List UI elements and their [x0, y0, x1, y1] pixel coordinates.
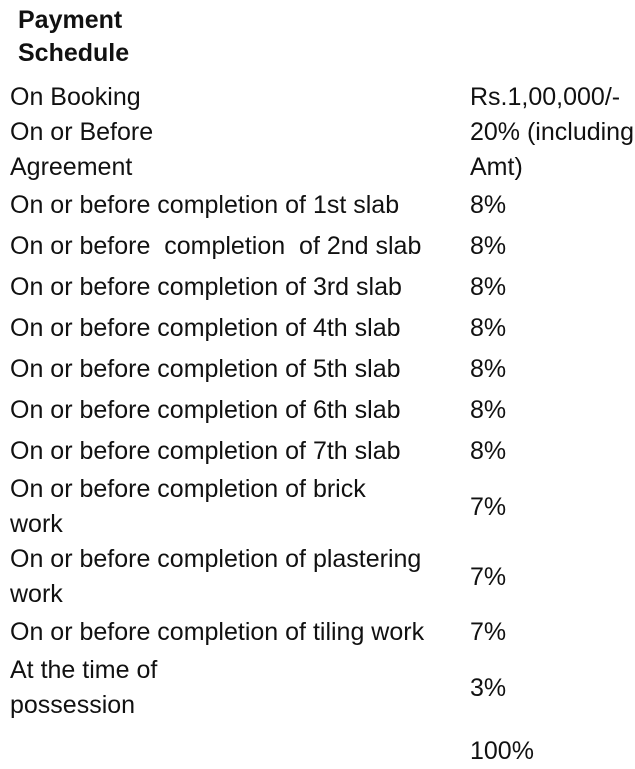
schedule-row-slab-7: [10, 431, 635, 472]
row-value: 8%: [470, 232, 507, 260]
row-label-line-1: At the time of: [10, 656, 158, 684]
row-value: 8%: [470, 314, 507, 342]
schedule-row-tiling-work: [10, 612, 635, 653]
schedule-row-booking: [10, 80, 635, 115]
row-label-line-1: On or Before: [10, 118, 154, 146]
total-value: 100%: [470, 737, 534, 765]
row-value-line-1: 20% (including: [470, 118, 634, 146]
row-label-line-2: work: [10, 580, 63, 608]
schedule-row-plastering-work: [10, 542, 635, 612]
schedule-row-total: [10, 723, 635, 769]
schedule-row-slab-6: [10, 390, 635, 431]
payment-schedule-table: [10, 80, 635, 769]
row-value: 3%: [470, 673, 507, 702]
row-value: 8%: [470, 437, 507, 465]
row-value: [470, 115, 635, 185]
row-value: 7%: [470, 618, 507, 646]
row-label-line-1: On or before completion of plastering: [10, 545, 422, 573]
row-label-line-2: possession: [10, 691, 136, 719]
row-label: [10, 653, 470, 723]
schedule-row-slab-2: [10, 226, 635, 267]
schedule-row-agreement: [10, 115, 635, 185]
row-label: On or before completion of 1st slab: [10, 191, 400, 219]
schedule-row-brick-work: [10, 472, 635, 542]
title-line-2: Schedule: [18, 39, 130, 67]
row-label: On or before completion of tiling work: [10, 618, 425, 646]
row-value-line-2: Amt): [470, 153, 523, 181]
row-label: On or before completion of 4th slab: [10, 314, 401, 342]
row-label-line-1: On or before completion of brick: [10, 475, 366, 503]
row-label-line-2: Agreement: [10, 153, 133, 181]
row-label: [10, 115, 470, 185]
row-value: 7%: [470, 492, 507, 521]
row-label: [10, 472, 470, 542]
row-value: 7%: [470, 562, 507, 591]
row-value: 8%: [470, 355, 507, 383]
row-label-line-2: work: [10, 510, 63, 538]
schedule-row-slab-5: [10, 349, 635, 390]
title-line-1: Payment: [18, 6, 123, 34]
row-value: 8%: [470, 396, 507, 424]
row-value: 8%: [470, 191, 507, 219]
row-label: On or before completion of 2nd slab: [10, 232, 422, 260]
schedule-row-slab-1: [10, 185, 635, 226]
row-label: On or before completion of 7th slab: [10, 437, 401, 465]
page-title: [18, 4, 218, 70]
row-label: [10, 542, 470, 612]
row-label: On or before completion of 6th slab: [10, 396, 401, 424]
row-label: On or before completion of 3rd slab: [10, 273, 402, 301]
schedule-row-slab-4: [10, 308, 635, 349]
row-label: On or before completion of 5th slab: [10, 355, 401, 383]
row-value: Rs.1,00,000/-: [470, 83, 621, 111]
schedule-row-possession: [10, 653, 635, 723]
row-value: 8%: [470, 273, 507, 301]
row-label: On Booking: [10, 83, 141, 111]
schedule-row-slab-3: [10, 267, 635, 308]
